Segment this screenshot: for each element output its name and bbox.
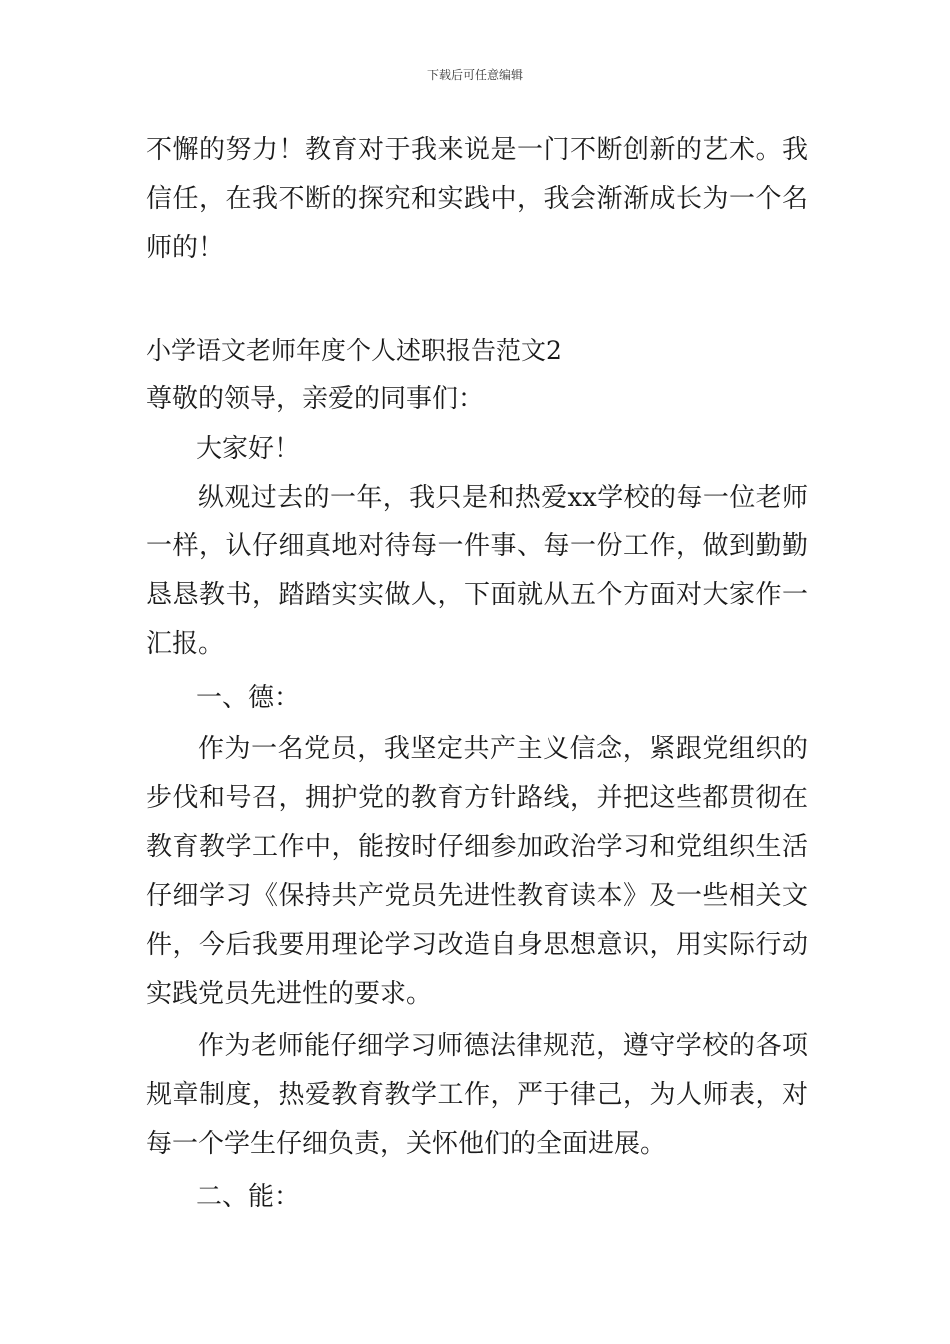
page-header: 下载后可任意编辑 <box>426 68 523 82</box>
paragraph-line: 件，今后我要用理论学习改造自身思想意识，用实际行动 <box>146 930 808 960</box>
paragraph-line: 步伐和号召，拥护党的教育方针路线，并把这些都贯彻在 <box>146 783 808 813</box>
paragraph-line: 实践党员先进性的要求。 <box>146 979 433 1009</box>
essay-title: 小学语文老师年度个人述职报告范文2 <box>146 336 562 365</box>
paragraph-line: 纵观过去的一年，我只是和热爱xx学校的每一位老师 <box>198 483 808 513</box>
greeting: 大家好！ <box>196 434 301 464</box>
paragraph-line: 仔细学习《保持共产党员先进性教育读本》及一些相关文 <box>146 881 808 911</box>
section-heading: 一、德： <box>196 683 301 713</box>
paragraph-line: 作为一名党员，我坚定共产主义信念，紧跟党组织的 <box>198 734 808 764</box>
paragraph-line: 作为老师能仔细学习师德法律规范，遵守学校的各项 <box>198 1031 808 1061</box>
paragraph-line: 教育教学工作中，能按时仔细参加政治学习和党组织生活 <box>146 832 808 862</box>
paragraph-line: 规章制度，热爱教育教学工作，严于律己，为人师表，对 <box>146 1080 808 1110</box>
paragraph-line: 一样，认仔细真地对待每一件事、每一份工作，做到勤勤 <box>146 531 808 561</box>
paragraph-line: 信任，在我不断的探究和实践中，我会渐渐成长为一个名 <box>146 184 808 214</box>
paragraph-line: 每一个学生仔细负责，关怀他们的全面进展。 <box>146 1129 667 1159</box>
paragraph-line: 汇报。 <box>146 629 225 659</box>
paragraph-line: 不懈的努力！教育对于我来说是一门不断创新的艺术。我 <box>146 135 808 165</box>
paragraph-line: 师的！ <box>146 233 225 263</box>
salutation: 尊敬的领导，亲爱的同事们： <box>146 384 485 414</box>
paragraph-line: 恳恳教书，踏踏实实做人，下面就从五个方面对大家作一 <box>146 580 808 610</box>
section-heading: 二、能： <box>196 1182 301 1212</box>
